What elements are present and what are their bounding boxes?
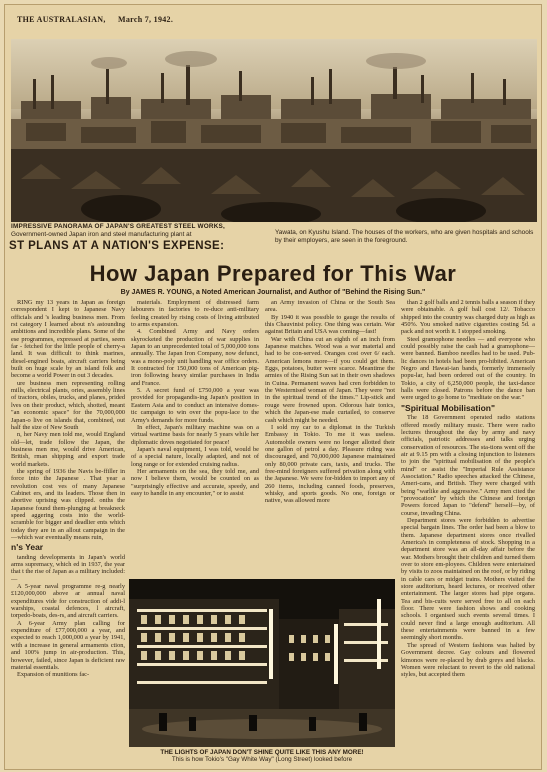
paragraph: Department stores were forbidden to advertise special bargain lines. The order had been a blow to them. Japanese department stores once rivalled America's in completeness of stock. Shopping in a department store was an all-day affair before the war. Mothers brought their children and turned them over to store em-ployees. Children were entertained by visits to zoos maintained on the roof, or by riding in cable cars or midget trains. Mothers visited the store auditorium, heard lectures, or received other entertainment. The larger stores had pipe organs. Tea and bis-cuits were served free to all on each floor. There were fashion shows and cooking schools. I organised such events several times. I could never find a large enough auditorium. All these entertainments were banned in a few seemingly short months. [401, 516, 535, 642]
paragraph: In effect, Japan's military machine was on a virtual wartime basis for nearly 5 years while her diplomatic doves negotiated for peace! [131, 423, 259, 446]
caption-right: Yawata, on Kyushu Island. The houses of the workers, who are given hospitals and schools by their employers, are seen in the foreground. [275, 229, 534, 244]
paragraph: A 5-year naval programme re-g nearly £120,000,000 above ar annual naval expenditures vide for construction of addi-l warships, coastal defences, l aircraft, torpedo-boats, des-rs, and aircraft carriers. [11, 583, 125, 620]
article-column-2 [131, 299, 259, 579]
paragraph: 4. Combined Army and Navy orders skyrocketed the production of war supplies in Japan to an unprecedented total of 5,000,000 tons annually. The Japan Iron Company, now defunct, was a mono-poly unit handling war office orders. It contracted for 150,000 tons of American pig-iron following heavy similar purchases in India and France. [131, 328, 259, 387]
paragraph: than 2 golf balls and 2 tennis balls a season if they were obtainable. A golf ball cost 12/. Tobacco shipped into the country was charged duty as high as 450%. You smoked native cigarettes costing 5d. a pack and not worth it. I stopped smoking. [401, 299, 535, 336]
publication-name: THE AUSTRALASIAN, [17, 15, 106, 24]
paragraph: By 1940 it was possible to gauge the results of this Chauvinist policy. One thing was certain. War against Britain and USA was coming—fast! [265, 313, 395, 336]
paragraph: the spring of 1936 the Navis be-ffiller in force into the Japanese . That year a revolution cost ves of many Japanese Cabinet ers, and its leaders. Those then in abortive uprising was clipped. onths the Japanese found them-plunging at breakneck speed aggering costs into the world-scramble for bigger and deadlier ents which today they are in an allout campaign in the —which war eventually means ruin, [11, 467, 125, 541]
paragraph: n, her Navy men told me, would England old—let, trade follow the Japan, the business men me, would drive American, British, rman shipping and export trade world markets. [11, 431, 125, 468]
publication-date: March 7, 1942. [118, 15, 174, 24]
caption-title: IMPRESSIVE PANORAMA OF JAPAN'S GREATEST STEEL WORKS, [11, 223, 225, 230]
paragraph: 5. A secret fund of £750,000 a year was provided for propagandis-ing Japan's position in Eastern Asia and to conduct an intensive domes-tic campaign to win over the popu-lace to the Army's demands for more funds. [131, 387, 259, 424]
paragraph: ure business men representing rolling mills, electrical plants, ories, assembly lines of tractors, obiles, trucks, and planes, prided lves on their product, which, shotted, meant "an economic space" for the 70,000,000 Japan-o live on islands that, combined, out half the size of New South [11, 379, 125, 431]
paragraph: A 6-year Army plan calling for expenditure of £77,000,000 a year, and expected to reach 1,000,000 a year by 1941, with a increase in general armaments ction, and 100% jump in air-production. This, however, failed, since Japan is deficient raw material essentials. [11, 619, 125, 671]
article-column-3 [265, 299, 395, 579]
paragraph: materials. Employment of distressed farm labourers in factories to re-duce anti-military feeling created by rising costs of living attributed to arms expansion. [131, 299, 259, 329]
masthead [17, 15, 183, 24]
paragraph: War with China cut an eighth of an inch from Japanese matches. Wood was a war material and had to be con-served. Oranges cost over 6/ each. American lemons more—if you could get them. Eggs, potatoes, butter were scarce. Meantime the armies of the Rising Sun sat in their own shadows in Cuina. Permanent waves had cren forbidden to the Westernised woman of Japan. They were "not in the spiritual trend of the times." Lip-stick and rouge were frowned upon. Odorous hair tonics, which the Japan-ese male curtailed, to conserve cash which might be needed. [265, 335, 395, 424]
article-column-1 [11, 299, 125, 767]
paragraph: Steel gramophone needles — and everyone who could possibly raise the cash had a gramophone—were banned. Bamboo needles had to be used. Pub-lic dances in hotels had been pro-hibited. American Negro and Hawai-ian bands, formerly immensely popu-lar, had been ordered out of the country. In Tokio, a city of 6,250,000 people, the taxi-dance halls were closed. Patrons before the dance ban were urged to go home to "meditate on the war." [401, 335, 535, 402]
bottom-caption-text: This is how Tokio's "Gay White Way" (Long Street) looked before [171, 756, 353, 764]
paragraph: The 18 Government operated radio stations offered mostly military music. There were radio lectures throughout the day by army and navy officials, patriotic addresses and talks urging conservation of resources. The sta-tions went off the air at 9.15 pm with a closing injunction to listeners to join the "spiritual mobilisation of the people's mind" or assist the "Imperial Rule Assistance Association." Radio speeches attacked the Chinese, Ameri-cans, and British. They were charged with being "warlike and aggressive." Army men cited the "provocation" by which the Chinese and foreign Powers forced Japan to "defend" herself—by, of course, invading China. [401, 414, 535, 517]
paragraph: RING my 13 years in Japan as foreign correspondent I kept to Japanese Navy officials and 's leading business men. From rst category I learned about n's astounding ambitions and incredible plans. Some of the ese programmes, expressed at parties, seem far - fetched for the little people of cherry-a land. It was difficult to think marines, diesel-engined boats, aircraft carriers being built on huge scale by an island folk and become a world Power in out 3 decades. [11, 299, 125, 380]
paragraph: Japan's naval equipment, I was told, would be of a special nature, locally adapted, and not of long range or for extended cruising radius. [131, 445, 259, 468]
section-kicker: ST PLANS AT A NATION'S EXPENSE: [9, 240, 225, 252]
article-column-4 [401, 299, 535, 767]
paragraph: The spread of Western fashions was halted by Government decree. Gay colours and flowered kimonos were re-placed by drab greys and blacks. Women were reluctant to revert to the old national styles, but accepted them [401, 641, 535, 679]
paragraph: an Army invasion of China or the South Sea area. [265, 299, 395, 314]
paragraph: I sold my car to a diplomat in the Turkish Embassy in Tokio. To me it was useless. Automobile owners were no longer allotted their one gallon of petrol a day. Pleasure riding was discouraged, and 70,000,000 Japanese maintained only 80,000 private cars, taxis, and trucks. The free-mind foreigners suffered privation along with the Japanese. We were for-bidden to import any of 260 items, including canned foods, preserves, whisky, and sports goods. No one, foreign or native, was allowed more [265, 423, 395, 505]
paragraph: Her armaments on the sea, they told me, and now I believe them, would be counted on as "surprisingly effective and accurate, speedy, and easy to handle in any encounter," or to assist [131, 467, 259, 497]
tokio-street-illustration [129, 579, 395, 747]
column-subheading: n's Year [11, 542, 44, 553]
article-headline: How Japan Prepared for This War [89, 261, 457, 286]
caption-left-text: Government-owned Japan iron and steel manufacturing plant at [11, 231, 192, 238]
bottom-caption-title: THE LIGHTS OF JAPAN DON'T SHINE QUITE LIKE THIS ANY MORE! [160, 749, 364, 756]
steel-works-photo [11, 39, 537, 222]
bottom-photo-caption [129, 749, 395, 763]
newspaper-page [4, 4, 542, 770]
caption-left [11, 223, 271, 239]
column-subheading: "Spiritual Mobilisation" [401, 402, 496, 413]
paragraph: Expansion of munitions fac- [17, 671, 90, 679]
steel-works-illustration [11, 39, 537, 222]
tokio-street-photo [129, 579, 395, 747]
paragraph: tanding developments in Japan's world arms supremacy, which ed in 1937, the year that t the rise of Japan as a military included:— [11, 553, 125, 583]
article-byline: By JAMES R. YOUNG, a Noted American Journalist, and Author of "Behind the Rising Sun." [120, 289, 426, 296]
